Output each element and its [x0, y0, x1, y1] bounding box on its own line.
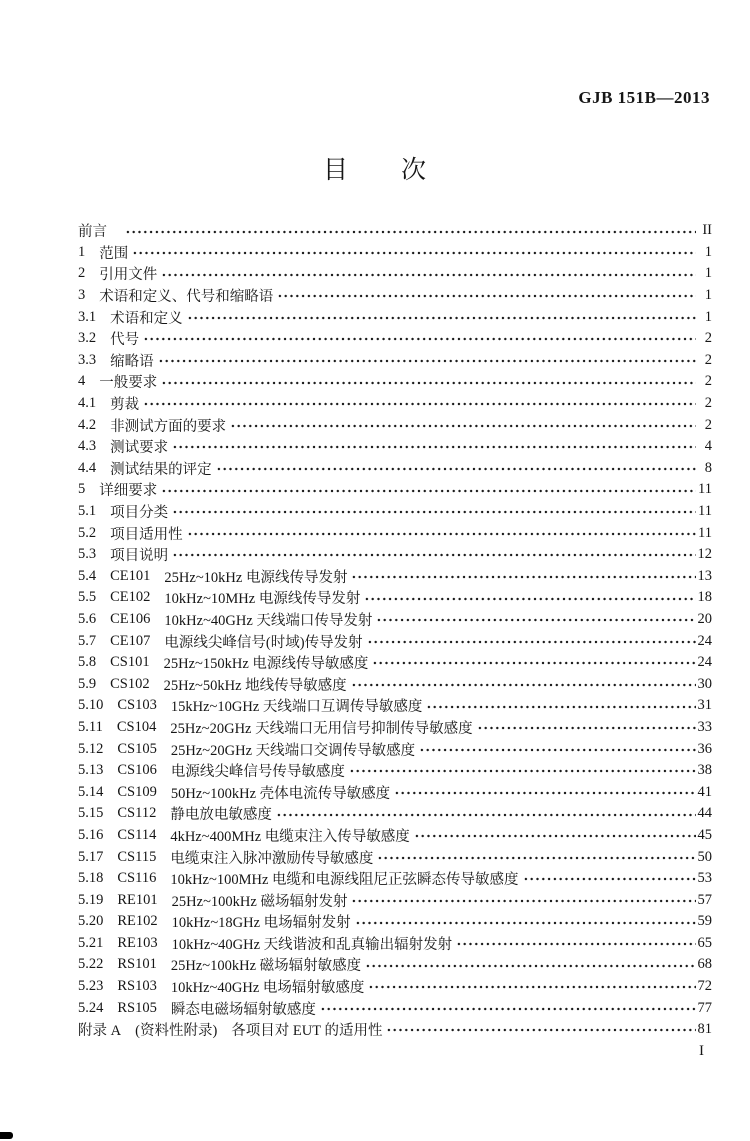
- toc-leader-dots: [161, 263, 696, 285]
- toc-leader-dots: [419, 738, 695, 760]
- toc-leader-dots: [276, 803, 696, 825]
- toc-entry-num: 4.3: [78, 438, 97, 455]
- toc-entry-page: 30: [697, 675, 712, 692]
- toc-row: [78, 846, 712, 868]
- toc-entry-num: 5.7: [78, 632, 97, 649]
- toc-entry-page: 44: [697, 805, 712, 822]
- toc-entry-page: 1: [704, 265, 712, 282]
- toc-entry-num: 5.20: [78, 913, 104, 930]
- toc-leader-dots: [143, 328, 696, 350]
- toc-entry-num: 4.4: [78, 459, 97, 476]
- toc-entry-title: 25Hz~100kHz 磁场辐射发射: [171, 893, 348, 910]
- toc-entry-title: 10kHz~10MHz 电源线传导发射: [164, 591, 361, 608]
- toc-row: [78, 350, 712, 372]
- toc-leader-dots: [161, 479, 696, 501]
- toc-entry-title: 10kHz~100MHz 电缆和电源线阻尼正弦瞬态传导敏感度: [170, 872, 519, 889]
- toc-leader-dots: [477, 717, 696, 739]
- toc-leader-dots: [377, 846, 695, 868]
- toc-row: [78, 587, 712, 609]
- toc-entry-page: 12: [697, 546, 712, 563]
- toc-leader-dots: [355, 911, 696, 933]
- toc-leader-dots: [426, 695, 695, 717]
- toc-row: [78, 609, 712, 631]
- toc-leader-dots: [456, 933, 695, 955]
- toc-row: [78, 414, 712, 436]
- toc-entry-title: 项目说明: [110, 548, 169, 565]
- scan-artifact: [0, 1132, 13, 1139]
- toc-row: [78, 393, 712, 415]
- toc-entry-num: 5.23: [78, 978, 104, 995]
- toc-entry-num: 5.11: [78, 718, 103, 735]
- toc-entry-title: 10kHz~18GHz 电场辐射发射: [171, 915, 351, 932]
- toc-entry-page: 2: [704, 395, 712, 412]
- toc-entry-code: CS109: [117, 783, 157, 800]
- toc-entry-page: 24: [697, 632, 712, 649]
- toc-entry-page: 2: [704, 416, 712, 433]
- toc-row: [78, 803, 712, 825]
- toc-row: [78, 479, 712, 501]
- toc-entry-page: 1: [704, 308, 712, 325]
- toc-entry-page: 8: [704, 459, 712, 476]
- toc-row: [78, 933, 712, 955]
- toc-row: [78, 285, 712, 307]
- toc-entry-code: RS103: [117, 978, 157, 995]
- toc-entry-num: 5.9: [78, 675, 97, 692]
- toc-entry-page: 1: [704, 243, 712, 260]
- toc-entry-code: CS112: [117, 805, 157, 822]
- toc-entry-title: 电源线尖峰信号(时域)传导发射: [164, 634, 363, 651]
- toc-leader-dots: [386, 1019, 695, 1041]
- toc-row: [78, 695, 712, 717]
- toc-entry-page: 20: [697, 610, 712, 627]
- toc-entry-page: 81: [697, 1021, 712, 1038]
- toc-entry-title: 25Hz~20GHz 天线端口无用信号抑制传导敏感度: [170, 720, 473, 737]
- toc-row: [78, 997, 712, 1019]
- toc-leader-dots: [187, 306, 696, 328]
- toc-entry-page: 72: [697, 978, 712, 995]
- toc-entry-title: 术语和定义、代号和缩略语: [99, 289, 274, 306]
- toc-entry-code: RE101: [117, 891, 158, 908]
- toc-entry-code: CS106: [117, 762, 157, 779]
- toc-row: [78, 306, 712, 328]
- toc-leader-dots: [376, 609, 695, 631]
- toc-entry-page: 53: [697, 870, 712, 887]
- toc-leader-dots: [372, 652, 695, 674]
- toc-entry-num: 5.14: [78, 783, 104, 800]
- toc-row: [78, 242, 712, 264]
- toc-entry-page: II: [702, 222, 712, 239]
- standard-number: GJB 151B—2013: [578, 88, 710, 107]
- toc-entry-code: CS101: [110, 654, 150, 671]
- toc-leader-dots: [523, 868, 696, 890]
- toc-entry-title: 4kHz~400MHz 电缆束注入传导敏感度: [170, 828, 410, 845]
- toc-entry-page: 24: [697, 654, 712, 671]
- toc-leader-dots: [351, 889, 695, 911]
- toc-entry-title: 15kHz~10GHz 天线端口互调传导敏感度: [170, 699, 423, 716]
- toc-leader-dots: [172, 436, 696, 458]
- toc-entry-code: RE103: [117, 934, 158, 951]
- toc-entry-code: (资料性附录): [135, 1023, 218, 1040]
- toc-entry-title: 电源线尖峰信号传导敏感度: [170, 764, 345, 781]
- toc-row: [78, 458, 712, 480]
- toc-entry-code: CS116: [117, 870, 157, 887]
- toc-row: [78, 976, 712, 998]
- toc-entry-code: CS115: [117, 848, 157, 865]
- toc-entry-page: 41: [697, 783, 712, 800]
- toc-entry-title: 10kHz~40GHz 天线谐波和乱真输出辐射发射: [171, 936, 453, 953]
- toc-entry-title: 25Hz~50kHz 地线传导敏感度: [163, 677, 347, 694]
- toc-entry-title: 50Hz~100kHz 壳体电流传导敏感度: [170, 785, 391, 802]
- toc-list: [78, 220, 712, 1041]
- toc-entry-num: 4: [78, 373, 86, 390]
- toc-row: [78, 522, 712, 544]
- toc-row: [78, 781, 712, 803]
- toc-entry-code: RS105: [117, 999, 157, 1016]
- toc-leader-dots: [172, 544, 695, 566]
- toc-entry-title: 引用文件: [99, 267, 158, 284]
- toc-entry-num: 5.8: [78, 654, 97, 671]
- toc-entry-code: CE107: [110, 632, 151, 649]
- toc-leader-dots: [414, 825, 696, 847]
- toc-entry-code: RS101: [117, 956, 157, 973]
- toc-entry-num: 附录 A: [78, 1023, 122, 1040]
- toc-leader-dots: [368, 976, 695, 998]
- toc-leader-dots: [351, 673, 696, 695]
- toc-entry-code: CS103: [117, 697, 157, 714]
- toc-row: [78, 220, 712, 242]
- toc-entry-num: 5.22: [78, 956, 104, 973]
- toc-row: [78, 263, 712, 285]
- toc-entry-num: 5.16: [78, 826, 104, 843]
- toc-leader-dots: [125, 220, 696, 242]
- toc-leader-dots: [364, 587, 695, 609]
- toc-entry-page: 4: [704, 438, 712, 455]
- toc-entry-code: CS105: [117, 740, 157, 757]
- toc-entry-title: 详细要求: [99, 483, 158, 500]
- toc-entry-page: 2: [704, 330, 712, 347]
- toc-leader-dots: [216, 458, 696, 480]
- toc-leader-dots: [351, 566, 695, 588]
- toc-entry-page: 1: [704, 287, 712, 304]
- toc-entry-num: 5.2: [78, 524, 97, 541]
- toc-row: [78, 371, 712, 393]
- toc-entry-page: 11: [698, 524, 712, 541]
- toc-entry-page: 11: [698, 481, 712, 498]
- toc-leader-dots: [230, 414, 696, 436]
- toc-entry-code: CS114: [117, 826, 157, 843]
- document-header: [578, 88, 710, 108]
- toc-leader-dots: [143, 393, 696, 415]
- toc-entry-num: 1: [78, 243, 86, 260]
- toc-row: [78, 868, 712, 890]
- toc-entry-num: 5.19: [78, 891, 104, 908]
- toc-entry-title: 25Hz~10kHz 电源线传导发射: [164, 569, 348, 586]
- toc-entry-page: 50: [697, 848, 712, 865]
- toc-entry-page: 13: [697, 567, 712, 584]
- toc-entry-page: 33: [697, 718, 712, 735]
- toc-leader-dots: [394, 781, 695, 803]
- toc-entry-page: 31: [697, 697, 712, 714]
- toc-entry-title: 10kHz~40GHz 天线端口传导发射: [164, 612, 373, 629]
- toc-leader-dots: [365, 954, 695, 976]
- toc-entry-page: 77: [697, 999, 712, 1016]
- toc-entry-title: 代号: [110, 332, 140, 349]
- toc-entry-num: 5.21: [78, 934, 104, 951]
- toc-entry-page: 38: [697, 762, 712, 779]
- toc-entry-num: 5.6: [78, 610, 97, 627]
- toc-row: [78, 566, 712, 588]
- toc-entry-page: 45: [697, 826, 712, 843]
- toc-entry-num: 4.1: [78, 395, 97, 412]
- toc-row: [78, 911, 712, 933]
- toc-entry-code: CE102: [110, 589, 151, 606]
- toc-entry-num: 3.2: [78, 330, 97, 347]
- toc-entry-num: 5.15: [78, 805, 104, 822]
- toc-entry-num: 5.13: [78, 762, 104, 779]
- toc-entry-num: 5.5: [78, 589, 97, 606]
- toc-row: [78, 954, 712, 976]
- toc-entry-num: 5.3: [78, 546, 97, 563]
- toc-entry-title: 10kHz~40GHz 电场辐射敏感度: [170, 980, 365, 997]
- toc-leader-dots: [187, 522, 696, 544]
- toc-entry-page: 18: [697, 589, 712, 606]
- toc-entry-num: 4.2: [78, 416, 97, 433]
- toc-entry-num: 3.3: [78, 351, 97, 368]
- toc-entry-page: 11: [698, 503, 712, 520]
- toc-row: [78, 738, 712, 760]
- toc-entry-title: 25Hz~100kHz 磁场辐射敏感度: [170, 958, 362, 975]
- toc-row: [78, 436, 712, 458]
- page-footer: [699, 1043, 704, 1060]
- toc-entry-title: 25Hz~20GHz 天线端口交调传导敏感度: [170, 742, 416, 759]
- toc-row: [78, 630, 712, 652]
- toc-entry-num: 5.1: [78, 503, 97, 520]
- toc-row: [78, 717, 712, 739]
- toc-entry-page: 2: [704, 373, 712, 390]
- toc-entry-title: 范围: [99, 245, 129, 262]
- toc-entry-title: 剪裁: [110, 397, 140, 414]
- toc-row: [78, 544, 712, 566]
- toc-entry-title: 测试结果的评定: [110, 461, 212, 478]
- toc-entry-num: 3.1: [78, 308, 97, 325]
- toc-leader-dots: [158, 350, 696, 372]
- toc-row: [78, 825, 712, 847]
- toc-entry-num: 5.18: [78, 870, 104, 887]
- toc-entry-code: CS104: [116, 718, 157, 735]
- toc-entry-num: 2: [78, 265, 86, 282]
- toc-leader-dots: [172, 501, 696, 523]
- page-title: 目 次: [322, 157, 427, 184]
- toc-entry-page: 2: [704, 351, 712, 368]
- toc-entry-num: 5: [78, 481, 86, 498]
- toc-entry-title: 瞬态电磁场辐射敏感度: [170, 1001, 316, 1018]
- toc-row: [78, 1019, 712, 1041]
- toc-row: [78, 328, 712, 350]
- toc-entry-page: 36: [697, 740, 712, 757]
- toc-entry-page: 68: [697, 956, 712, 973]
- toc-row: [78, 652, 712, 674]
- toc-leader-dots: [320, 997, 696, 1019]
- toc-entry-code: CS102: [110, 675, 150, 692]
- page-number: I: [699, 1043, 704, 1059]
- toc-leader-dots: [132, 242, 696, 264]
- toc-entry-title: 电缆束注入脉冲激励传导敏感度: [170, 850, 374, 867]
- toc-entry-code: CE106: [110, 610, 151, 627]
- toc-entry-num: 5.4: [78, 567, 97, 584]
- toc-row: [78, 673, 712, 695]
- toc-row: [78, 760, 712, 782]
- toc-leader-dots: [349, 760, 696, 782]
- toc-leader-dots: [161, 371, 696, 393]
- toc-entry-title: 术语和定义: [110, 310, 183, 327]
- toc-entry-title: 项目分类: [110, 505, 169, 522]
- toc-entry-title: 一般要求: [99, 375, 158, 392]
- toc-entry-num: 前言: [78, 224, 107, 241]
- toc-entry-num: 5.17: [78, 848, 104, 865]
- toc-entry-code: CE101: [110, 567, 151, 584]
- toc-entry-num: 3: [78, 287, 86, 304]
- toc-entry-page: 59: [697, 913, 712, 930]
- toc-entry-num: 5.10: [78, 697, 104, 714]
- toc-row: [78, 501, 712, 523]
- toc-entry-page: 57: [697, 891, 712, 908]
- toc-entry-title: 各项目对 EUT 的适用性: [231, 1023, 383, 1040]
- toc-entry-num: 5.24: [78, 999, 104, 1016]
- toc-leader-dots: [277, 285, 696, 307]
- toc-row: [78, 889, 712, 911]
- toc-entry-title: 静电放电敏感度: [170, 807, 272, 824]
- toc-entry-code: RE102: [117, 913, 158, 930]
- toc-entry-title: 项目适用性: [110, 526, 183, 543]
- toc-entry-page: 65: [697, 934, 712, 951]
- toc-leader-dots: [367, 630, 696, 652]
- toc-entry-title: 缩略语: [110, 353, 154, 370]
- toc-entry-title: 测试要求: [110, 440, 169, 457]
- toc-entry-title: 非测试方面的要求: [110, 418, 227, 435]
- toc-entry-title: 25Hz~150kHz 电源线传导敏感度: [163, 656, 369, 673]
- toc-entry-num: 5.12: [78, 740, 104, 757]
